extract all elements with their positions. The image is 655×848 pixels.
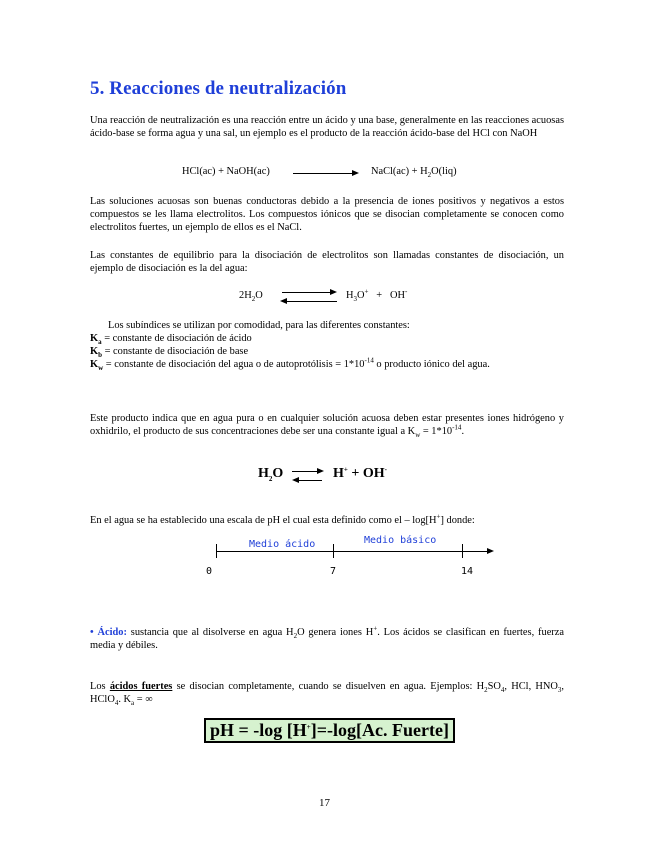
ka-definition: $K_a$ = constante de disociación de ácido [90,333,252,347]
water-arrowhead-reverse [292,477,299,483]
ph-scale-arrowhead [487,548,494,554]
reaction-hcl-naoh-right: NaCl(ac) + $H_2O(liq)$ [371,166,457,180]
electrolytes-paragraph: Las soluciones acuosas son buenas conductoras debido a la presencia de iones positivos y negativos a estos compuestos se les llama electrolitos. Los compuestos iónicos que se disocian completamente se conocen como electrolitos fuertes, un ejemplo de ellos es el NaCl. [90,196,564,233]
water-dissociation-left: $2H_2O$ [239,290,263,304]
ph-scale-intro: En el agua se ha establecido una escala de pH el cual esta definido como el – log[H+] donde: [90,512,475,526]
acid-definition: • Ácido: sustancia que al disolverse en agua $H_2O$ genera iones H+. Los ácidos se clasifican en fuertes, fuerza media y débiles. [90,624,564,651]
basic-medium-label: Medio básico [364,535,437,546]
acid-medium-label: Medio ácido [249,539,316,550]
reaction-hcl-naoh-left: HCl(ac) + NaOH(ac) [182,166,270,177]
ph-scale-axis [216,551,488,552]
equilibrium-arrow-forward [282,292,332,293]
kw-definition: $K_w$ = constante de disociación del agua o de autoprotólisis = $1*10^{-14}$ o producto iónico del agua. [90,356,490,373]
water-equation-right: H+ + OH- [333,465,387,481]
water-arrowhead-forward [317,468,324,474]
strong-acids-term: ácidos fuertes [109,681,173,692]
strong-acids-paragraph: Los ácidos fuertes se disocian completamente, cuando se disuelven en agua. Ejemplos: $H_2SO_4$, HCl, $HNO_3$, HClO$_4$. $K_a$ = ∞ [90,681,565,708]
water-equation-left: $H_2O$ [258,466,284,483]
constants-paragraph: Las constantes de equilibrio para la disociación de electrolitos son llamadas constantes de disociación, un ejemplo de disociación es la del agua: [90,250,564,274]
ph-tick-0 [216,544,217,558]
ph-label-7: 7 [330,566,337,577]
reaction-arrow [293,173,353,174]
subindices-note: Los subíndices se utilizan por comodidad, para las diferentes constantes: [108,320,410,331]
ph-strong-acid-formula: pH = -log [H+]=-log[Ac. Fuerte] [204,718,455,743]
section-title: 5. Reacciones de neutralización [90,78,347,99]
water-arrow-forward [292,471,318,472]
ph-label-14: 14 [461,566,474,577]
kb-definition: $K_b$ = constante de disociación de base [90,346,249,360]
acid-term: • Ácido: [90,627,127,638]
reaction-arrowhead [352,170,359,176]
ph-tick-14 [462,544,463,558]
ph-tick-7 [333,544,334,558]
water-arrow-reverse [299,480,322,481]
page-number: 17 [319,797,330,809]
intro-paragraph: Una reacción de neutralización es una reacción entre un ácido y una base, generalmente en las reacciones acuosas ácido-base se forma agua y una sal, un ejemplo es el producto de la reacción ácido-base del HCl con NaOH [90,115,564,139]
water-dissociation-right: $H_3O^+$ + OH- [346,287,408,304]
equilibrium-arrowhead-reverse [280,298,287,304]
equilibrium-arrowhead-forward [330,289,337,295]
equilibrium-arrow-reverse [287,301,337,302]
ionic-product-paragraph: Este producto indica que en agua pura o en cualquier solución acuosa deben estar presentes iones hidrógeno y oxhidrilo, el producto de sus concentraciones debe ser una constante igual a $K_w = 1*10^{-14}$. [90,413,564,440]
ph-label-0: 0 [206,566,213,577]
